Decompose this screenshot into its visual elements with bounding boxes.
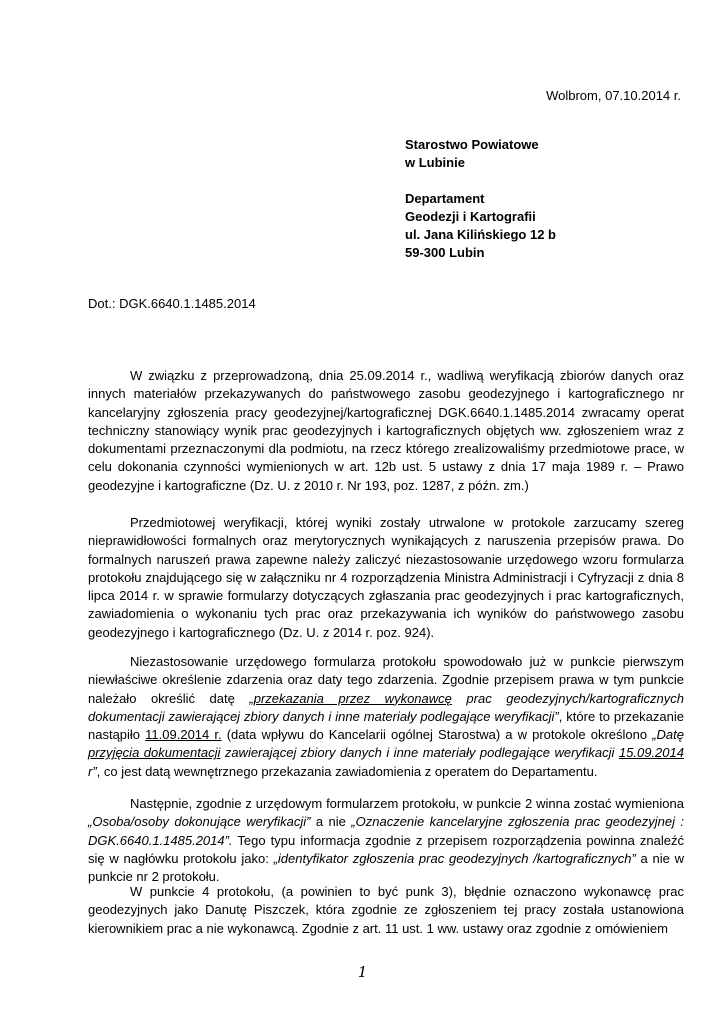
place-date: Wolbrom, 07.10.2014 r. — [546, 88, 681, 103]
text-run: zawierającej zbiory danych i inne materiały podlegające weryfikacji — [220, 745, 619, 761]
text-run: (data wpływu do Kancelarii ogólnej Starostwa) a w protokole określono — [221, 727, 653, 743]
underlined-date: 15.09.2014 — [618, 745, 684, 761]
recipient-line: w Lubinie — [405, 155, 465, 170]
recipient-line: Departament — [405, 191, 485, 206]
text-run: , które to przekazanie nastąpiło — [88, 708, 684, 743]
paragraph-1 — [88, 367, 684, 495]
italic-quote: „Osoba/osoby dokonujące weryfikacji” — [88, 814, 311, 830]
paragraph-text — [88, 795, 684, 886]
paragraph-text: W związku z przeprowadzoną, dnia 25.09.2014 r., wadliwą weryfikacją zbiorów danych oraz innych materiałów przekazywanych do państwowego zasobu geodezyjnego i kartograficznego nr kancelaryjny zgłoszenia pracy geodezyjnej/kartograficznej DGK.6640.1.1485.2014 zwracamy operat techniczny stanowiący wynik prac geodezyjnych i kartograficznych objętych ww. zgłoszeniem wraz z dokumentami przeznaczonymi dla podmiotu, na rzecz którego zrealizowaliśmy przedmiotowe prace, w celu dokonania czynności wymienionych w art. 12b ust. 5 ustawy z dnia 17 maja 1989 r. – Prawo geodezyjne i kartograficzne (Dz. U. z 2010 r. Nr 193, poz. 1287, z późn. zm.) — [88, 368, 684, 493]
text-run: a nie w punkcie nr 2 protokołu. — [88, 850, 684, 885]
paragraph-text — [88, 653, 684, 781]
underlined-text: przekazania przez wykonawcę — [253, 690, 452, 706]
paragraph-2 — [88, 514, 684, 642]
paragraph-text: Przedmiotowej weryfikacji, której wyniki zostały utrwalone w protokole zarzucamy szereg nieprawidłowości formalnych oraz merytorycznych wynikających z naruszenia przepisów prawa. Do formalnych naruszeń prawa zapewne należy zaliczyć niezastosowanie urzędowego wzoru formularza protokołu znajdującego się w załączniku nr 4 rozporządzenia Ministra Administracji i Cyfryzacji z dnia 8 lipca 2014 r. w sprawie formularzy dotyczących zgłaszania prac geodezyjnych i prac kartograficznych, zawiadomienia o wykonaniu tych prac oraz przekazywania ich wyników do państwowego zasobu geodezyjnego i kartograficznego (Dz. U. z 2014 r. poz. 924). — [88, 515, 684, 640]
text-run: Następnie, zgodnie z urzędowym formularzem protokołu, w punkcie 2 winna zostać wymieniona — [130, 796, 684, 811]
recipient-address — [405, 136, 556, 262]
page-number: 1 — [357, 963, 368, 981]
text-run: prac geodezyjnych/kartograficznych dokumentacji zawierającej zbiory danych i inne materiały podlegające weryfikacji” — [88, 690, 684, 724]
text-run: „Datę — [652, 727, 684, 743]
reference-line: Dot.: DGK.6640.1.1485.2014 — [88, 296, 256, 311]
paragraph-4 — [88, 795, 684, 886]
recipient-line: ul. Jana Kilińskiego 12 b — [405, 227, 556, 242]
italic-quote: „identyfikator zgłoszenia prac geodezyjnych /kartograficznych” — [273, 850, 636, 866]
paragraph-3 — [88, 653, 684, 781]
underlined-text: przyjęcia dokumentacji — [88, 745, 221, 761]
text-run: Tego typu informacja zgodnie z przepisem rozporządzenia powinna znaleźć się w nagłówku protokołu jako: — [88, 832, 684, 866]
text-run: , co jest datą wewnętrznego przekazania zawiadomienia z operatem do Departamentu. — [96, 763, 598, 779]
recipient-line: Geodezji i Kartografii — [405, 209, 536, 224]
text-run: a nie — [310, 814, 352, 830]
paragraph-text: W punkcie 4 protokołu, (a powinien to być punk 3), błędnie oznaczono wykonawcę prac geodezyjnych jako Danutę Piszczek, która zgodnie ze zgłoszeniem tej pracy została ustanowiona kierownikiem prac a nie wykonawcą. Zgodnie z art. 11 ust. 1 ww. ustawy oraz zgodnie z omówieniem — [88, 884, 684, 936]
recipient-line: Starostwo Powiatowe — [405, 137, 539, 152]
text-run: „ — [249, 690, 254, 706]
paragraph-5 — [88, 883, 684, 938]
recipient-line: 59-300 Lubin — [405, 245, 485, 260]
text-run: Niezastosowanie urzędowego formularza protokołu spowodowało już w punkcie pierwszym niewłaściwe określenie zdarzenia oraz daty tego zdarzenia. Zgodnie przepisem prawa w tym punkcie należało określić datę — [88, 654, 684, 706]
text-run: r” — [88, 763, 97, 779]
italic-quote: „Oznaczenie kancelaryjne zgłoszenia prac geodezyjnej : DGK.6640.1.1485.2014”. — [88, 814, 684, 848]
underlined-date: 11.09.2014 r. — [145, 727, 222, 743]
